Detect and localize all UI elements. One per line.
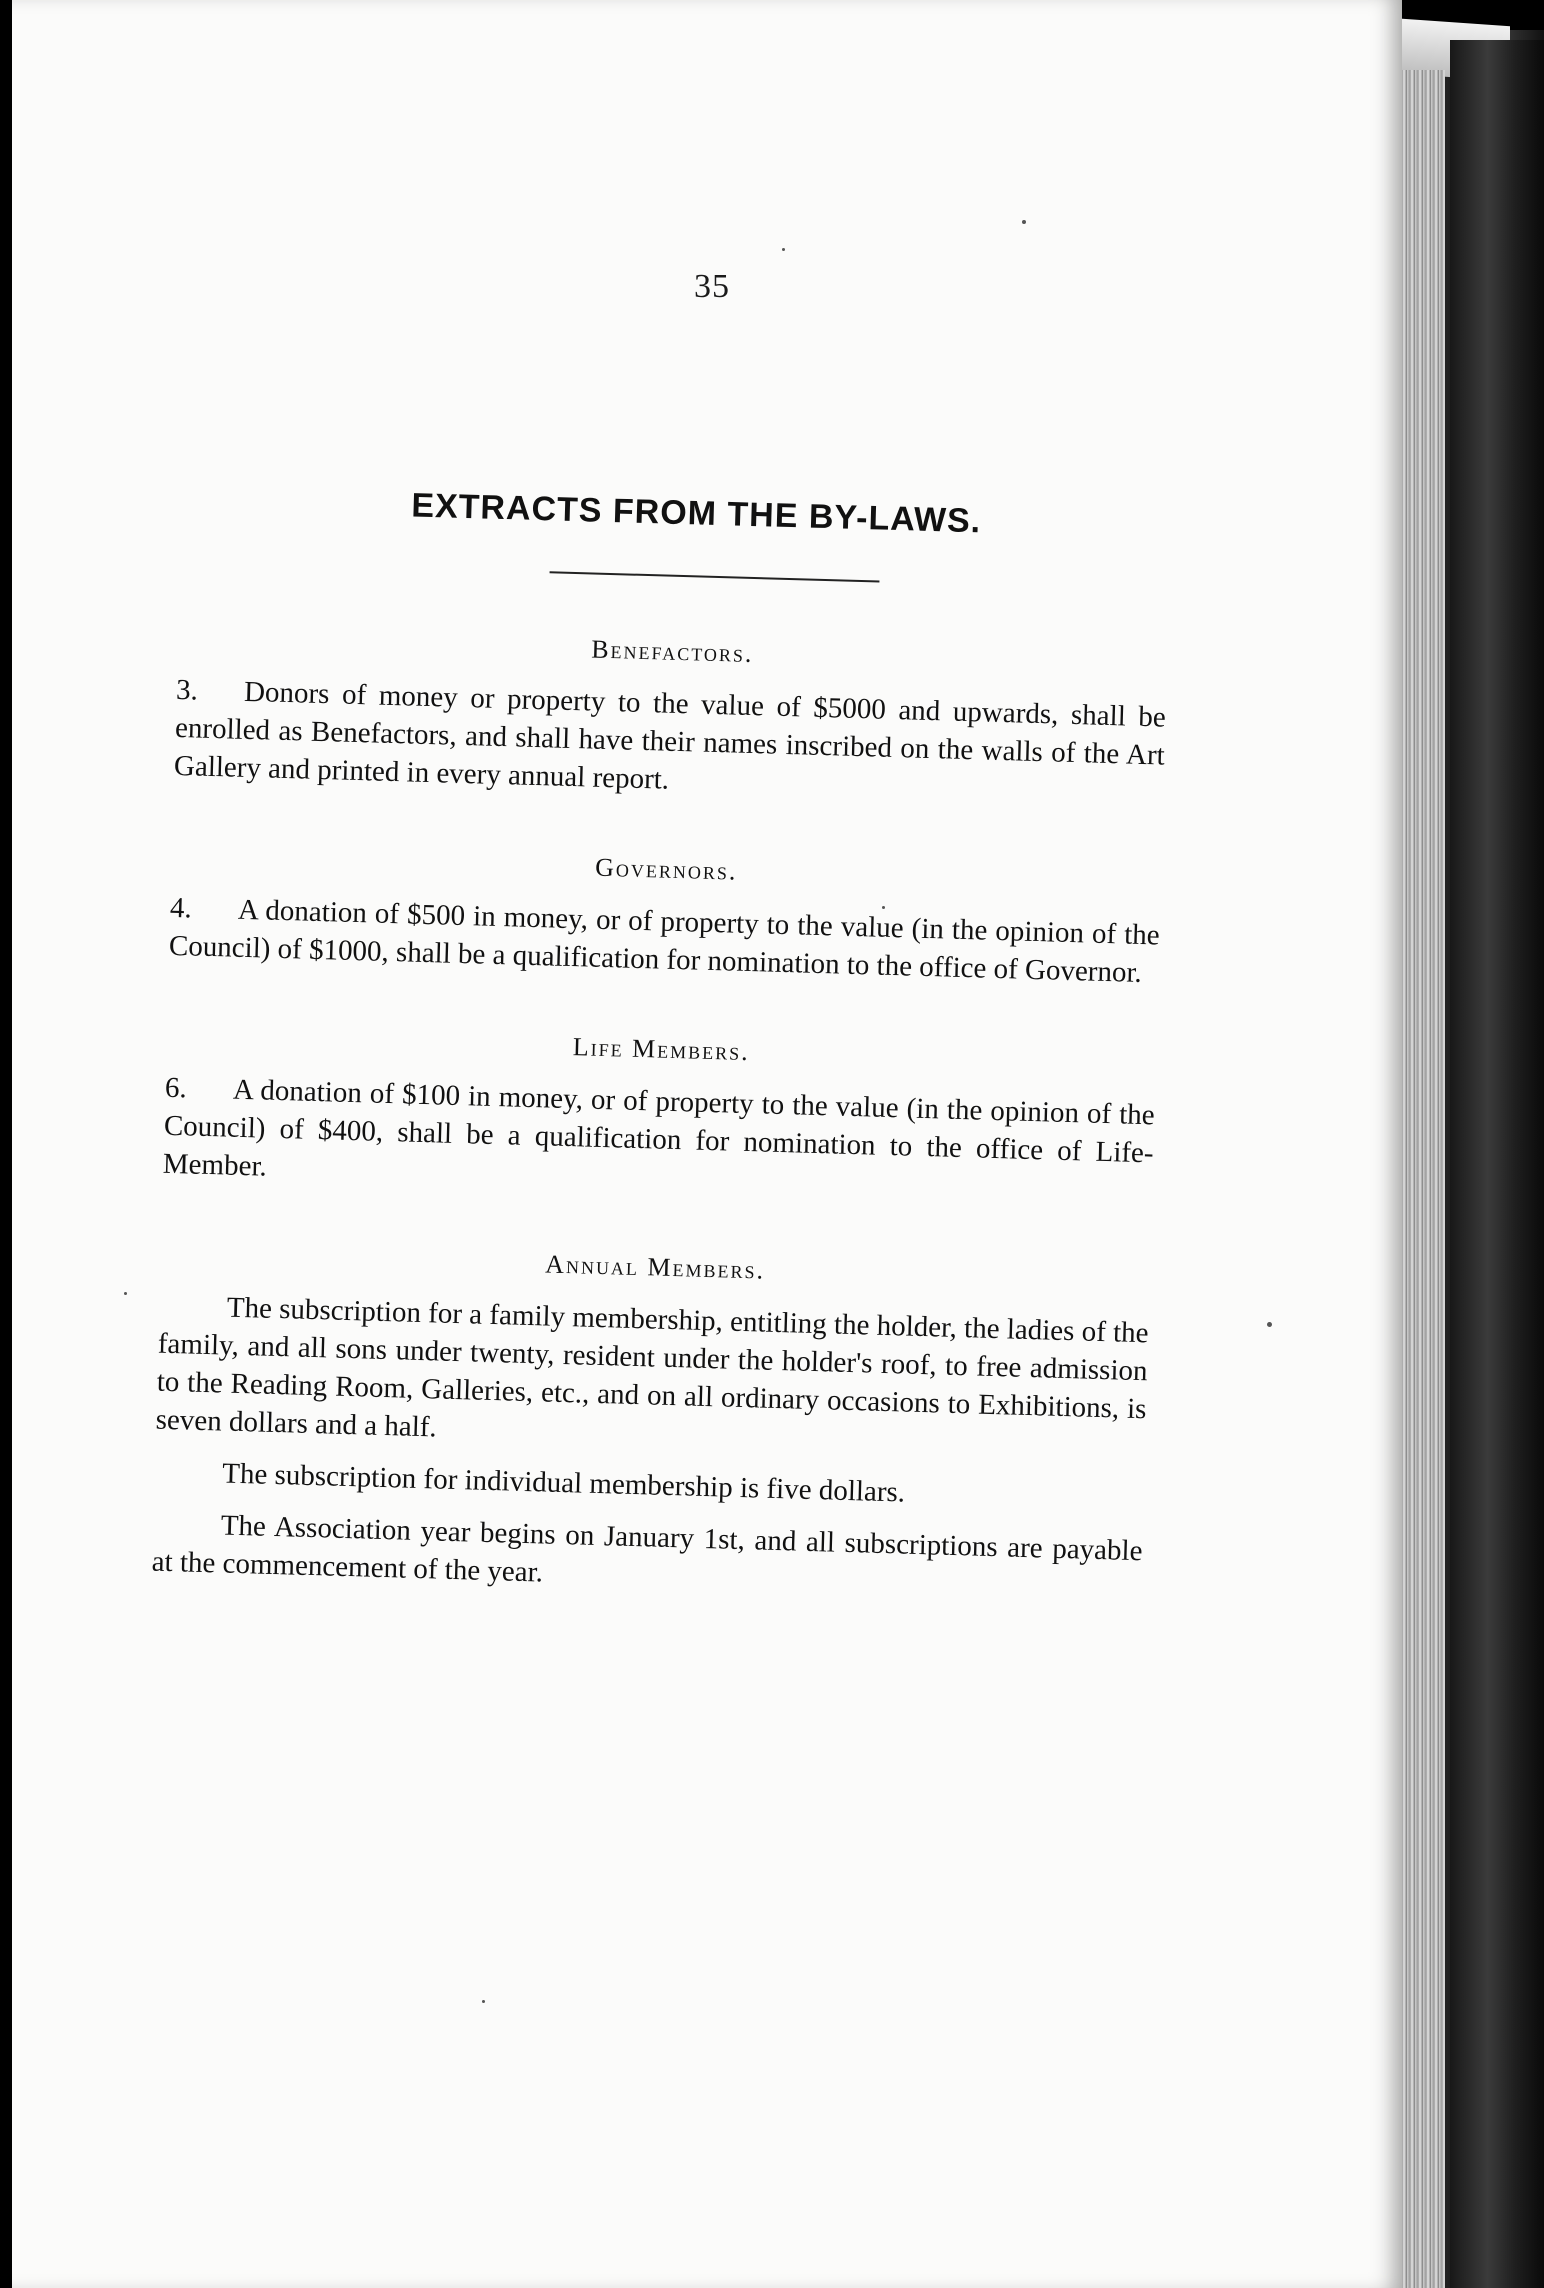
bylaw-text: A donation of $500 in money, or of property to the value (in the opinion of the Council) of $1000, shall be a qualification for nomination to the office of Governor. — [168, 893, 1161, 989]
page-content — [151, 480, 1172, 1622]
section-heading-benefactors: Benefactors. — [590, 634, 754, 669]
association-year-paragraph: The Association year begins on January 1st, and all subscriptions are payable at the commencement of the year. — [151, 1509, 1143, 1589]
bylaw-paragraph-life-members — [162, 1069, 1155, 1211]
title-rule — [550, 571, 880, 582]
paper-speck — [1267, 1322, 1272, 1327]
section-heading-governors: Governors. — [594, 852, 738, 886]
bylaw-number: 3. — [175, 673, 199, 707]
book-page — [12, 0, 1402, 2288]
book-cover-edge — [1450, 40, 1544, 2288]
bylaw-paragraph-benefactors — [173, 671, 1166, 813]
annual-individual-membership-paragraph: The subscription for individual membership is five dollars. — [221, 1457, 906, 1509]
page-number: 35 — [694, 268, 730, 305]
bylaw-text: A donation of $100 in money, or of property to the value (in the opinion of the Council) of $400, shall be a qualification for nomination to the office of Life-Member. — [162, 1073, 1156, 1183]
page-title: EXTRACTS FROM THE BY-LAWS. — [410, 486, 982, 541]
annual-family-membership-paragraph: The subscription for a family membership, entitling the holder, the ladies of the family, and all sons under twenty, resident under the holder's roof, to free admission to the Reading Room, Galleries, etc., and on all ordinary occasions to Exhibitions, is seven dollars and a half. — [155, 1291, 1149, 1444]
bylaw-paragraph-governors — [168, 889, 1160, 993]
bylaw-number: 4. — [169, 891, 193, 925]
section-heading-annual-members: Annual Members. — [544, 1249, 766, 1285]
bylaw-text: Donors of money or property to the value of $5000 and upwards, shall be enrolled as Benefactors, and shall have their names inscribed on the walls of the Art Gallery and printed in every annual report. — [173, 675, 1167, 796]
paper-speck — [124, 1292, 127, 1295]
bylaw-number: 6. — [164, 1071, 188, 1105]
section-heading-life-members: Life Members. — [572, 1032, 751, 1067]
paper-speck — [1022, 220, 1026, 224]
paper-speck — [782, 248, 785, 251]
paper-speck — [482, 2000, 485, 2003]
